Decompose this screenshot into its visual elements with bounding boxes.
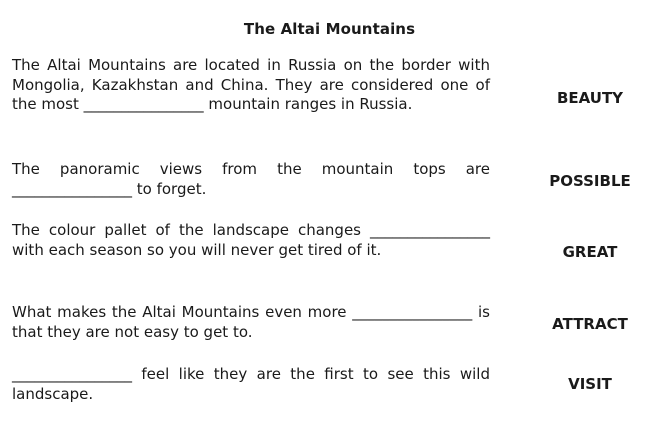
exercise-sentence: The Altai Mountains are located in Russia on the border with Mongolia, Kazakhstan and China. They are considered one of the most ________________ mountain ranges in Russia. — [12, 56, 490, 113]
keyword-attract: ATTRACT — [552, 315, 628, 333]
keyword-possible: POSSIBLE — [549, 172, 631, 190]
exercise-sentence: The colour pallet of the landscape changes ________________ with each season so you will never get tired of it. — [12, 221, 490, 259]
keyword-great: GREAT — [562, 243, 618, 261]
exercise-sentence: What makes the Altai Mountains even more ________________ is that they are not easy to get to. — [12, 303, 490, 341]
exercise-sentence: The panoramic views from the mountain tops are ________________ to forget. — [12, 160, 490, 198]
exercise-sentence: ________________ feel like they are the first to see this wild landscape. — [12, 365, 490, 403]
page-title: The Altai Mountains — [243, 20, 416, 38]
keyword-beauty: BEAUTY — [556, 89, 624, 107]
keyword-visit: VISIT — [568, 375, 612, 393]
